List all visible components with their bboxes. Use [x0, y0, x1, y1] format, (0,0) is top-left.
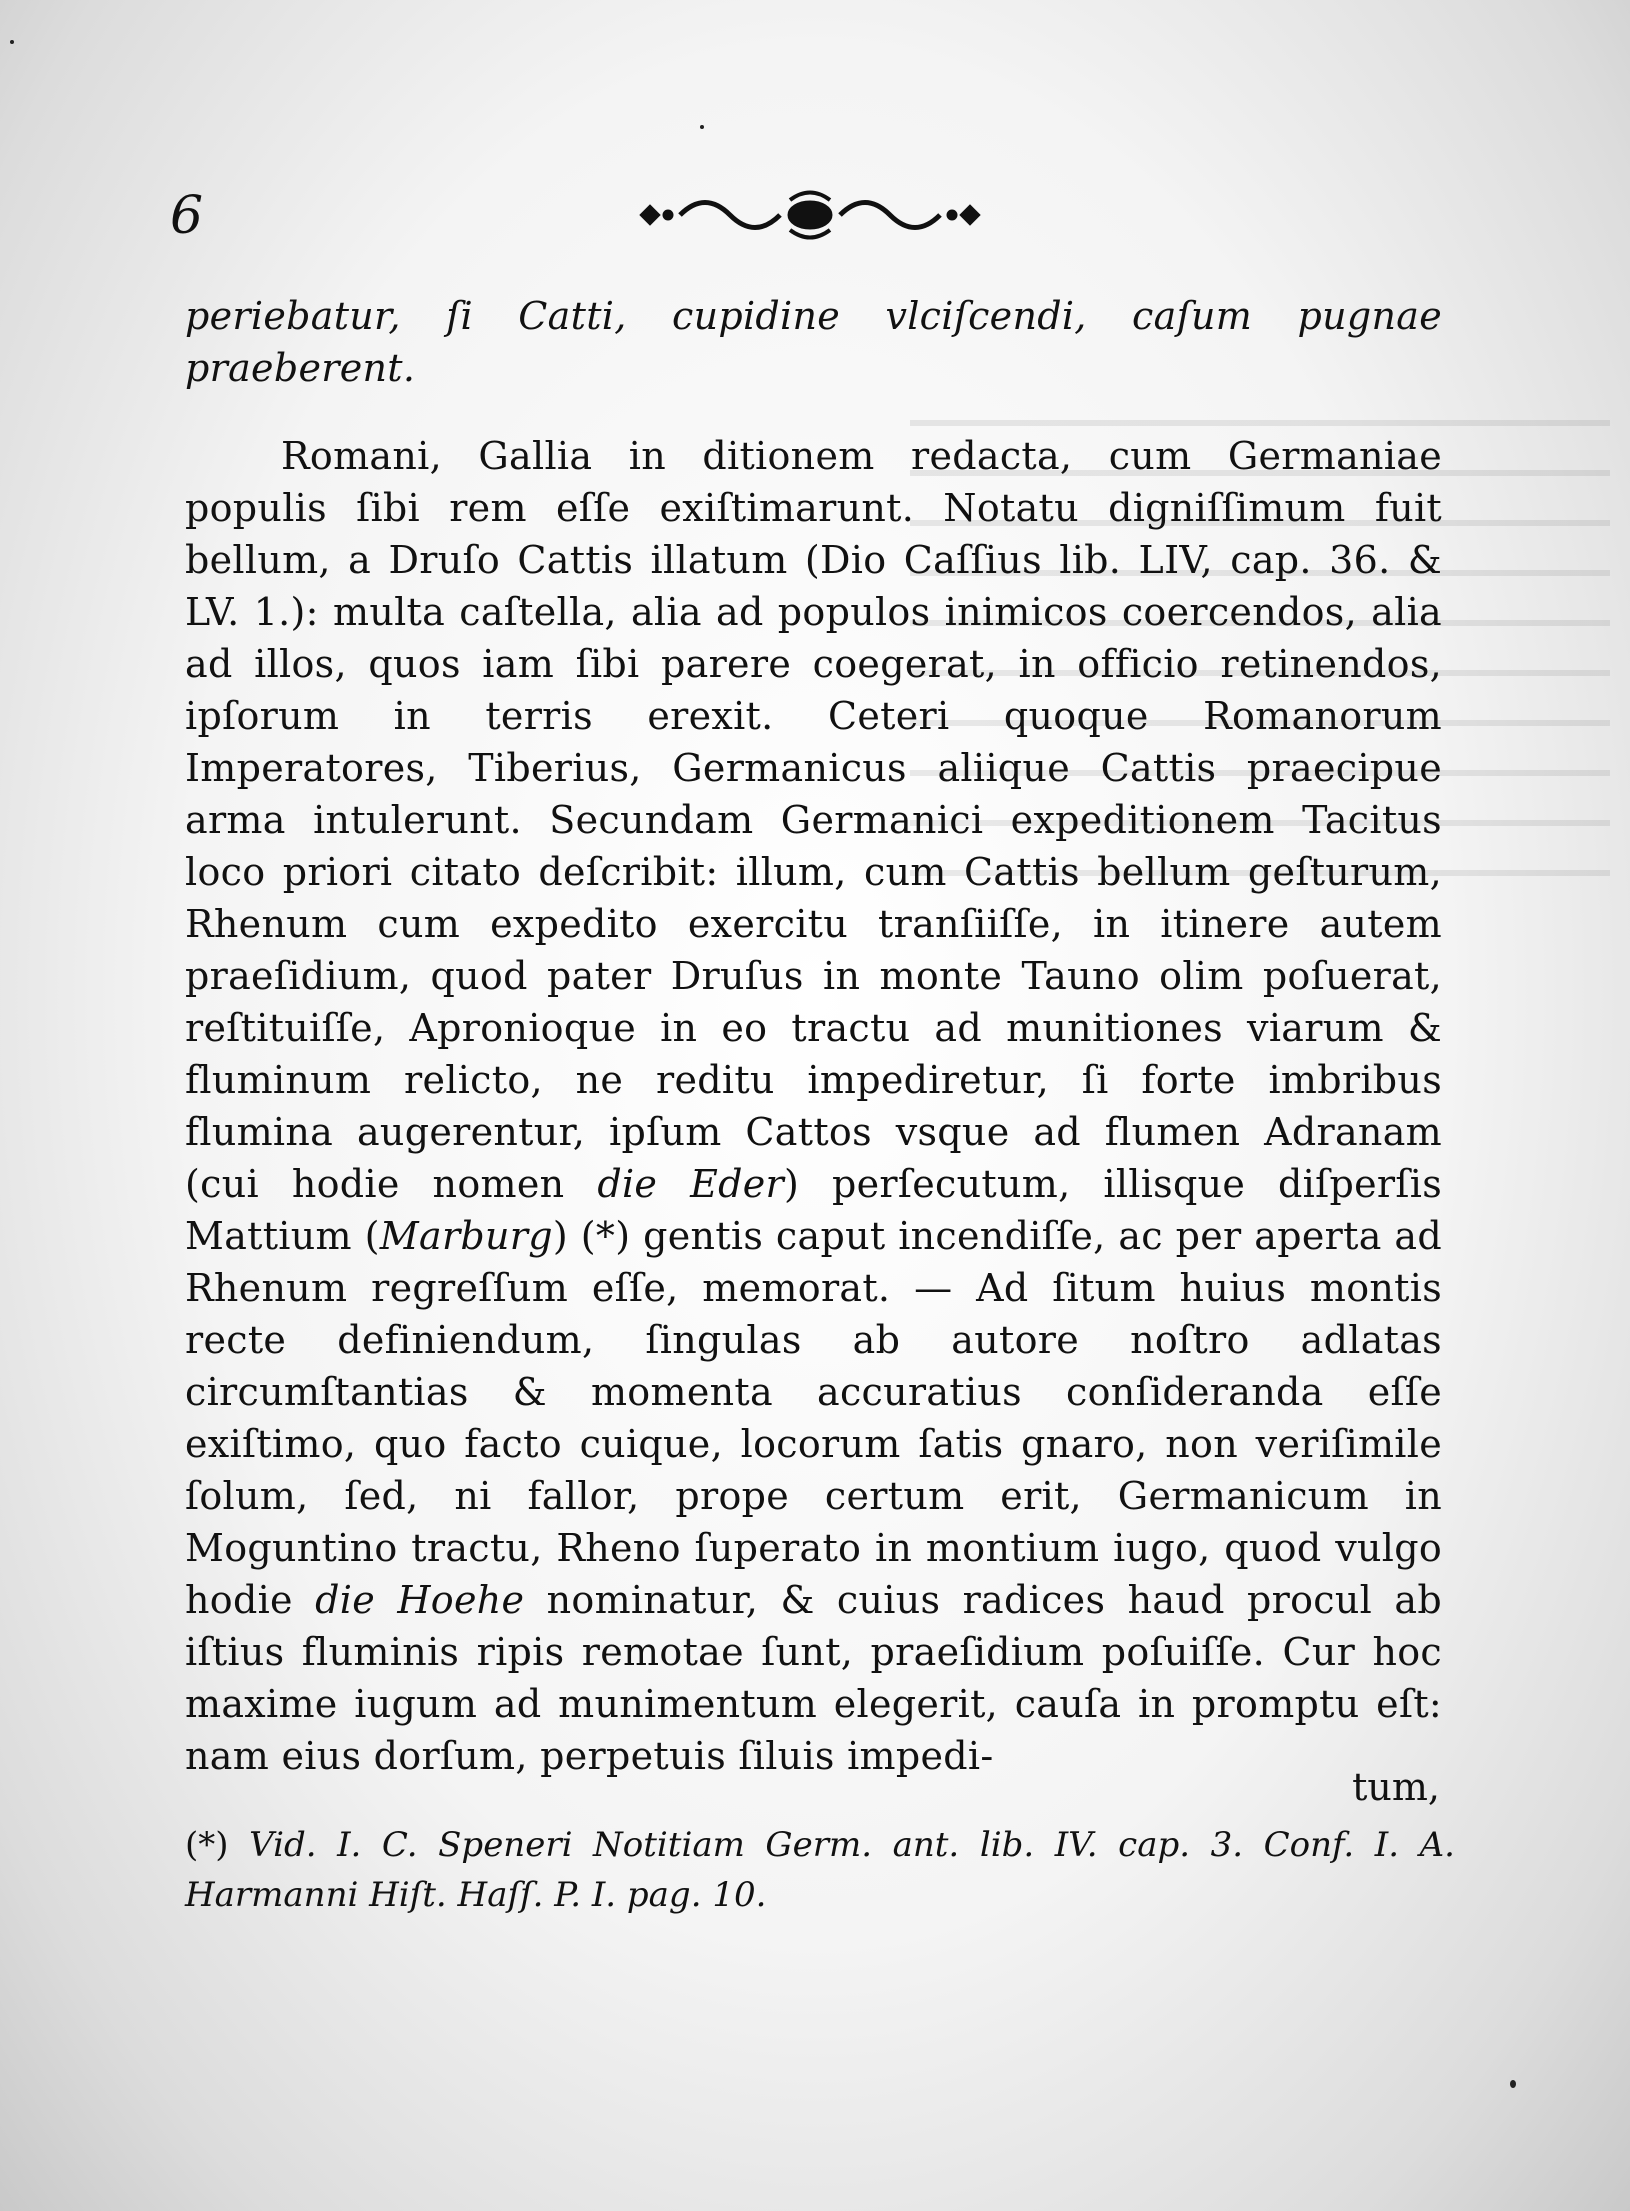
- ink-speck: [700, 125, 704, 129]
- italic-city-name: Marburg: [379, 1214, 553, 1258]
- main-paragraph: [185, 430, 1442, 1782]
- ink-speck: [10, 40, 14, 44]
- catchword: tum,: [1352, 1765, 1440, 1809]
- ink-speck: [1510, 2080, 1516, 2088]
- paragraph-part-1: Romani, Gallia in ditionem redacta, cum Germaniae populis ſibi rem eſſe exiſtimarunt. Notatu digniſſimum fuit bellum, a Druſo Cattis illatum (Dio Caſſius lib. LIV, cap. 36. & LV. 1.): multa caſtella, alia ad populos inimicos coercendos, alia ad illos, quos iam ſibi parere coegerat, in officio retinendos, ipſorum in terris erexit. Ceteri quoque Romanorum Imperatores, Tiberius, Germanicus aliique Cattis praecipue arma intulerunt. Secundam Germanici expeditionem Tacitus loco priori citato deſcribit: illum, cum Cattis bellum geſturum, Rhenum cum expedito exercitu tranſiiſſe, in itinere autem praeſidium, quod pater Druſus in monte Tauno olim poſuerat, reſtituiſſe, Apronioque in eo tractu ad munitiones viarum & fluminum relicto, ne reditu impediretur, ſi forte imbribus flumina augerentur, ipſum Cattos vsque ad flumen Adranam (cui hodie nomen: [185, 434, 1442, 1206]
- paragraph-part-3: ) (*) gentis caput incendiſſe, ac per aperta ad Rhenum regreſſum eſſe, memorat. — Ad ſitum huius montis recte definiendum, ſingulas ab autore noſtro adlatas circumſtantias & momenta accuratius conſideranda eſſe exiſtimo, quo facto cuique, locorum ſatis gnaro, non veriſimile ſolum, ſed, ni fallor, prope certum erit, Germanicum in Moguntino tractu, Rheno ſuperato in montium iugo, quod vulgo hodie: [185, 1214, 1443, 1622]
- main-text-block: [185, 290, 1442, 1782]
- italic-mountain-name: die Hoehe: [315, 1578, 525, 1622]
- paragraph-part-4: nominatur, & cuius radices haud procul ab iſtius fluminis ripis remotae ſunt, praeſidium poſuiſſe. Cur hoc maxime iugum ad munimentum elegerit, cauſa in promptu eſt: nam eius dorſum, perpetuis ſiluis impedi-: [185, 1578, 1442, 1778]
- page-number: 6: [170, 186, 204, 246]
- footnote-text: Vid. I. C. Speneri Notitiam Germ. ant. lib. IV. cap. 3. Conf. I. A. Harmanni Hiſt. Haſſ. P. I. pag. 10.: [185, 1825, 1455, 1915]
- header-ornament-icon: [630, 180, 990, 250]
- footnote: [185, 1820, 1455, 1920]
- footnote-mark: (*): [185, 1825, 229, 1865]
- intro-line: periebatur, ſi Catti, cupidine vlciſcendi, caſum pugnae praeberent.: [185, 294, 1442, 390]
- italic-river-name: die Eder: [597, 1162, 784, 1206]
- paragraph-part-2: ) perſecutum, illisque diſperſis Mattium (: [185, 1162, 1443, 1258]
